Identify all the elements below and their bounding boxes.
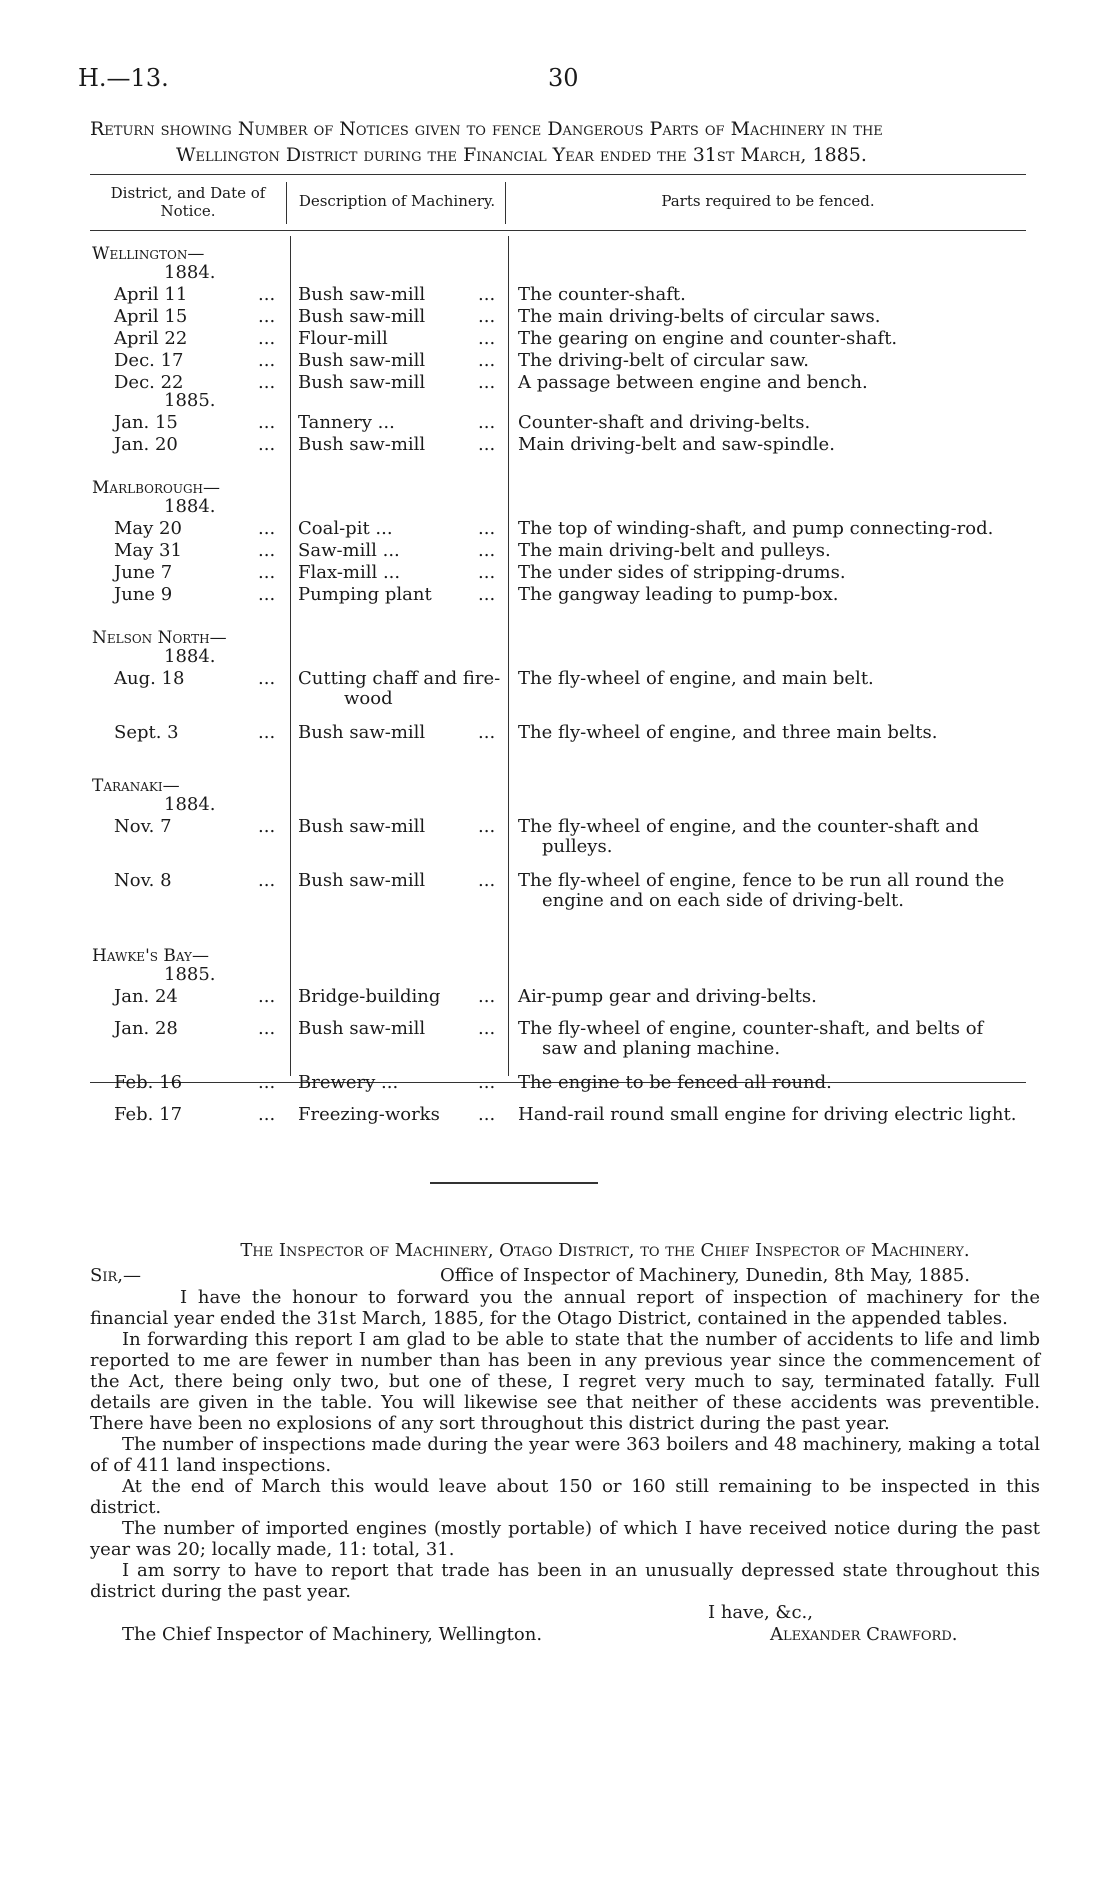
table-row	[0, 328, 1114, 350]
leader-dots: ...	[478, 1072, 496, 1093]
notice-date: Jan. 20	[114, 434, 178, 455]
leader-dots: ...	[258, 562, 276, 583]
machinery-description: Flax-mill ...	[298, 562, 401, 583]
machinery-description: Bush saw-mill	[298, 350, 426, 371]
year-label: 1885.	[164, 390, 216, 411]
parts-to-fence: The fly-wheel of engine, fence to be run all round the	[518, 870, 1005, 891]
leader-dots: ...	[258, 540, 276, 561]
leader-dots: ...	[478, 1104, 496, 1125]
leader-dots: ...	[478, 722, 496, 743]
leader-dots: ...	[258, 328, 276, 349]
leader-dots: ...	[478, 412, 496, 433]
table-row	[0, 722, 1114, 744]
letter-paragraph: In forwarding this report I am glad to be able to state that the number of accidents to life and limb reported to me are fewer in number than has been in any previous year since the commencement of the Act, there being only two, but one of these, I regret very much to say, terminated fatally. Full details are given in the table. You will likewise see that neither of these accidents was preventible. There have been no explosions of any sort throughout this district during the past year.	[90, 1329, 1040, 1434]
machinery-description: Cutting chaff and fire-	[298, 668, 501, 689]
leader-dots: ...	[258, 722, 276, 743]
machinery-description: Bush saw-mill	[298, 722, 426, 743]
letter-addressee: The Chief Inspector of Machinery, Wellington.	[122, 1624, 543, 1645]
leader-dots: ...	[478, 306, 496, 327]
machinery-description: Tannery ...	[298, 412, 395, 433]
leader-dots: ...	[478, 584, 496, 605]
table-row	[0, 1018, 1114, 1040]
letter-paragraph: I have the honour to forward you the annual report of inspection of machinery for the financial year ended the 31st March, 1885, for the Otago District, contained in the appended tables.	[90, 1287, 1040, 1329]
leader-dots: ...	[478, 372, 496, 393]
notice-date: Dec. 17	[114, 350, 184, 371]
leader-dots: ...	[478, 328, 496, 349]
leader-dots: ...	[478, 518, 496, 539]
table-row	[0, 584, 1114, 606]
table-top-rule	[90, 174, 1026, 175]
parts-to-fence: The top of winding-shaft, and pump connecting-rod.	[518, 518, 994, 539]
notice-date: Nov. 8	[114, 870, 172, 891]
salutation: Sir,—	[90, 1265, 141, 1286]
table-row	[0, 986, 1114, 1008]
year-label: 1884.	[164, 646, 216, 667]
parts-to-fence: The counter-shaft.	[518, 284, 686, 305]
leader-dots: ...	[258, 816, 276, 837]
title-line-1: Return showing Number of Notices given to fence Dangerous Parts of Machinery in the	[90, 118, 883, 140]
header-col-divider-2	[505, 182, 506, 224]
leader-dots: ...	[258, 584, 276, 605]
table-row	[0, 412, 1114, 434]
year-label: 1885.	[164, 964, 216, 985]
parts-to-fence: The gearing on engine and counter-shaft.	[518, 328, 898, 349]
parts-to-fence: The fly-wheel of engine, and three main belts.	[518, 722, 938, 743]
leader-dots: ...	[478, 870, 496, 891]
table-row-continuation	[0, 890, 1114, 912]
header-col-divider-1	[286, 182, 287, 224]
district-name: Wellington—	[92, 244, 205, 264]
parts-to-fence: The fly-wheel of engine, counter-shaft, and belts of	[518, 1018, 984, 1039]
leader-dots: ...	[258, 372, 276, 393]
parts-to-fence: The engine to be fenced all round.	[518, 1072, 832, 1093]
table-row	[0, 1104, 1114, 1126]
machinery-description: Bush saw-mill	[298, 372, 426, 393]
leader-dots: ...	[258, 1104, 276, 1125]
parts-to-fence: The main driving-belts of circular saws.	[518, 306, 881, 327]
notice-date: April 15	[114, 306, 188, 327]
parts-to-fence: The gangway leading to pump-box.	[518, 584, 839, 605]
notice-date: Jan. 15	[114, 412, 178, 433]
leader-dots: ...	[258, 350, 276, 371]
col-header-district: District, and Date of Notice.	[110, 184, 266, 220]
table-header-rule	[90, 230, 1026, 231]
leader-dots: ...	[258, 870, 276, 891]
letter-paragraph: I am sorry to have to report that trade has been in an unusually depressed state throughout this district during the past year.	[90, 1560, 1040, 1602]
notice-date: Dec. 22	[114, 372, 184, 393]
signature: Alexander Crawford.	[770, 1624, 958, 1645]
district-name: Hawke's Bay—	[92, 946, 209, 966]
leader-dots: ...	[478, 540, 496, 561]
notice-date: Jan. 28	[114, 1018, 178, 1039]
col-header-parts: Parts required to be fenced.	[661, 192, 875, 210]
notice-date: Feb. 17	[114, 1104, 183, 1125]
table-row	[0, 434, 1114, 456]
signature-line	[90, 1624, 1040, 1646]
machinery-description: Flour-mill	[298, 328, 388, 349]
machinery-description: Coal-pit ...	[298, 518, 393, 539]
parts-to-fence-wrap: pulleys.	[542, 836, 613, 857]
table-row	[0, 562, 1114, 584]
leader-dots: ...	[258, 306, 276, 327]
leader-dots: ...	[258, 1018, 276, 1039]
year-label: 1884.	[164, 496, 216, 517]
district-name: Marlborough—	[92, 478, 220, 498]
table-row-continuation	[0, 836, 1114, 858]
title-line-2: Wellington District during the Financial Year ended the 31st March, 1885.	[176, 144, 867, 166]
machinery-description: Bush saw-mill	[298, 816, 426, 837]
machinery-description-wrap: wood	[344, 688, 393, 709]
table-row	[0, 306, 1114, 328]
machinery-description: Brewery ...	[298, 1072, 399, 1093]
table-row	[0, 350, 1114, 372]
leader-dots: ...	[478, 986, 496, 1007]
col-header-machinery: Description of Machinery.	[298, 192, 496, 210]
letter-closing: I have, &c.,	[708, 1602, 813, 1623]
leader-dots: ...	[478, 350, 496, 371]
table-title	[90, 116, 1040, 168]
machinery-description: Bridge-building	[298, 986, 441, 1007]
district-name: Taranaki—	[92, 776, 180, 796]
notice-date: Sept. 3	[114, 722, 179, 743]
leader-dots: ...	[478, 1018, 496, 1039]
machinery-description: Bush saw-mill	[298, 1018, 426, 1039]
notice-date: May 31	[114, 540, 182, 561]
notice-date: Aug. 18	[114, 668, 185, 689]
letter-address: Office of Inspector of Machinery, Dunedin, 8th May, 1885.	[440, 1265, 970, 1286]
machinery-description: Bush saw-mill	[298, 284, 426, 305]
notice-date: June 7	[114, 562, 173, 583]
leader-dots: ...	[258, 986, 276, 1007]
leader-dots: ...	[258, 434, 276, 455]
leader-dots: ...	[258, 412, 276, 433]
notice-date: Jan. 24	[114, 986, 178, 1007]
letter-paragraph: The number of imported engines (mostly portable) of which I have received notice during the past year was 20; locally made, 11: total, 31.	[90, 1518, 1040, 1560]
parts-to-fence-wrap: saw and planing machine.	[542, 1038, 781, 1059]
parts-to-fence: Hand-rail round small engine for driving electric light.	[518, 1104, 1017, 1125]
machinery-description: Bush saw-mill	[298, 434, 426, 455]
parts-to-fence: Counter-shaft and driving-belts.	[518, 412, 811, 433]
table-row	[0, 540, 1114, 562]
notice-date: Nov. 7	[114, 816, 172, 837]
table-row	[0, 284, 1114, 306]
table-row-continuation	[0, 1038, 1114, 1060]
machinery-description: Freezing-works	[298, 1104, 440, 1125]
parts-to-fence: Main driving-belt and saw-spindle.	[518, 434, 835, 455]
leader-dots: ...	[478, 434, 496, 455]
table-row	[0, 1072, 1114, 1094]
parts-to-fence: A passage between engine and bench.	[518, 372, 868, 393]
notice-date: June 9	[114, 584, 173, 605]
year-label: 1884.	[164, 262, 216, 283]
machinery-description: Bush saw-mill	[298, 870, 426, 891]
table-row	[0, 668, 1114, 690]
leader-dots: ...	[478, 816, 496, 837]
document-reference: H.—13.	[78, 64, 169, 92]
page-number: 30	[548, 64, 579, 92]
notice-date: Feb. 16	[114, 1072, 183, 1093]
letter	[90, 1240, 1040, 1646]
salutation-line	[90, 1265, 1040, 1287]
machinery-description: Pumping plant	[298, 584, 432, 605]
leader-dots: ...	[478, 562, 496, 583]
letter-paragraph: The number of inspections made during the year were 363 boilers and 48 machinery, making a total of of 411 land inspections.	[90, 1434, 1040, 1476]
parts-to-fence: Air-pump gear and driving-belts.	[518, 986, 817, 1007]
table-row	[0, 870, 1114, 892]
machinery-description: Saw-mill ...	[298, 540, 400, 561]
parts-to-fence: The driving-belt of circular saw.	[518, 350, 809, 371]
machinery-description: Bush saw-mill	[298, 306, 426, 327]
year-label: 1884.	[164, 794, 216, 815]
notice-date: April 11	[114, 284, 188, 305]
letter-heading: The Inspector of Machinery, Otago District, to the Chief Inspector of Machinery.	[240, 1240, 970, 1261]
leader-dots: ...	[258, 1072, 276, 1093]
closing-line	[90, 1602, 1040, 1624]
leader-dots: ...	[258, 518, 276, 539]
table-row	[0, 816, 1114, 838]
district-name: Nelson North—	[92, 628, 227, 648]
leader-dots: ...	[258, 284, 276, 305]
section-divider	[430, 1182, 598, 1184]
parts-to-fence: The fly-wheel of engine, and the counter-shaft and	[518, 816, 979, 837]
leader-dots: ...	[258, 668, 276, 689]
parts-to-fence-wrap: engine and on each side of driving-belt.	[542, 890, 904, 911]
parts-to-fence: The fly-wheel of engine, and main belt.	[518, 668, 874, 689]
parts-to-fence: The main driving-belt and pulleys.	[518, 540, 831, 561]
letter-paragraph: At the end of March this would leave about 150 or 160 still remaining to be inspected in this district.	[90, 1476, 1040, 1518]
leader-dots: ...	[478, 284, 496, 305]
table-row	[0, 518, 1114, 540]
parts-to-fence: The under sides of stripping-drums.	[518, 562, 846, 583]
notice-date: May 20	[114, 518, 182, 539]
table-row-continuation	[0, 688, 1114, 710]
notice-date: April 22	[114, 328, 188, 349]
